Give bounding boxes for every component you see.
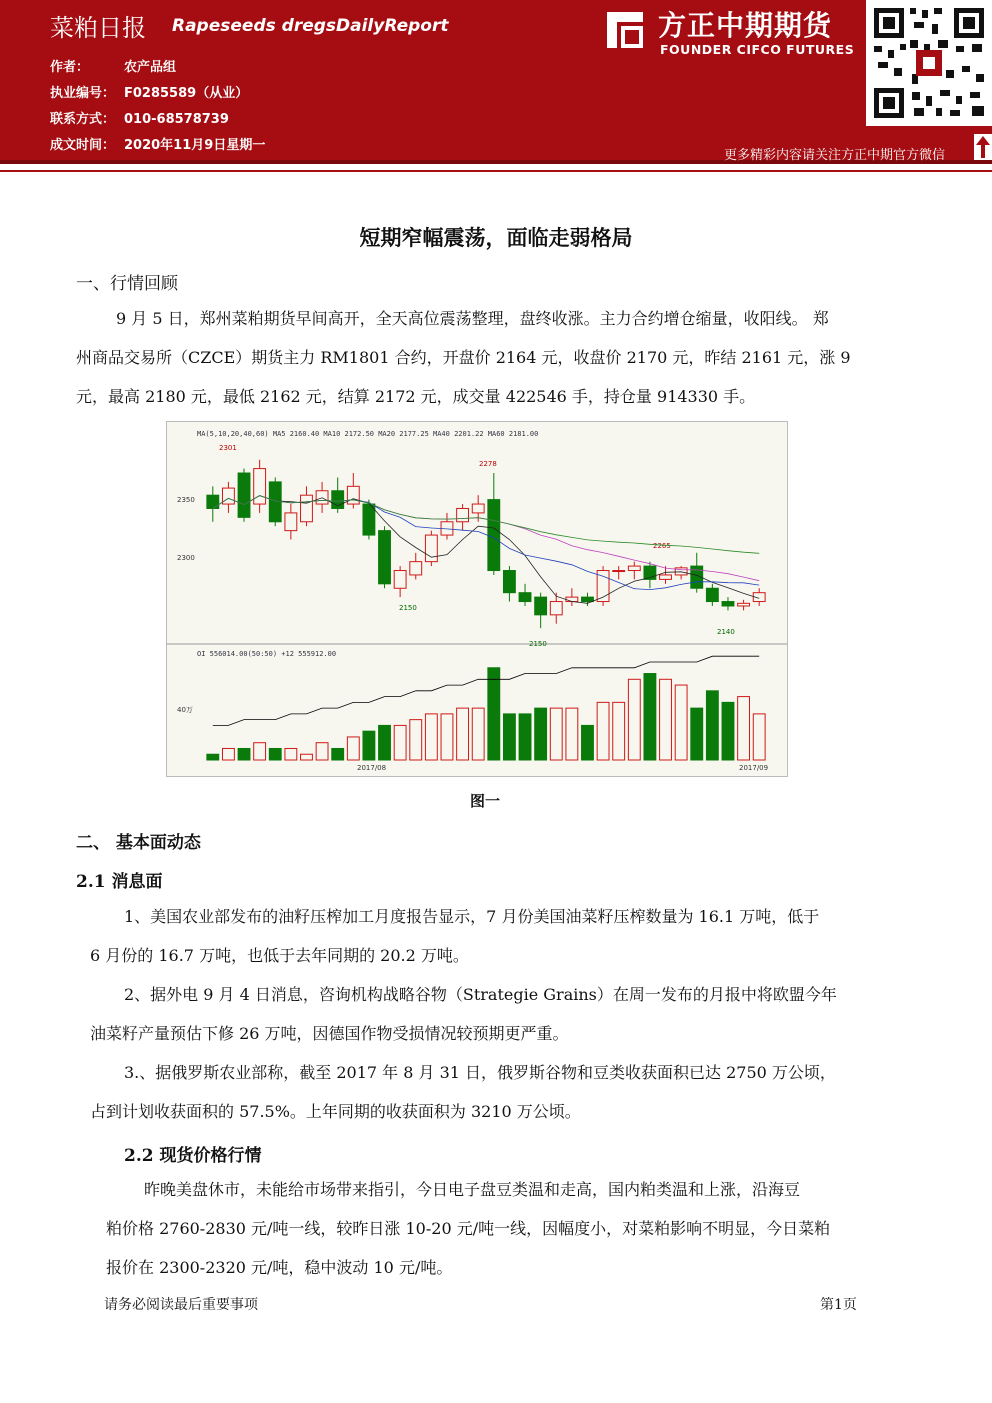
section-1-paragraph (76, 299, 916, 416)
volume-bar (566, 708, 578, 760)
volume-bar (457, 708, 469, 760)
candle-body (457, 508, 469, 521)
x-tick-label: 2017/08 (357, 764, 387, 772)
report-headline: 短期窄幅震荡，面临走弱格局 (359, 226, 633, 250)
volume-bar (379, 725, 391, 760)
volume-bar (332, 748, 344, 760)
volume-bar (472, 708, 484, 760)
volume-bar (706, 691, 718, 760)
volume-bar (285, 748, 297, 760)
contact-value: 010-68578739 (124, 112, 229, 127)
paragraph-line: 报价在 2300-2320 元/吨，稳中波动 10 元/吨。 (106, 1258, 453, 1277)
figure-caption: 图一 (470, 792, 501, 810)
candle-body (285, 513, 297, 531)
volume-tick-label: 40万 (177, 706, 193, 714)
candle-body (613, 571, 625, 572)
price-label: 2150 (529, 640, 547, 648)
price-label: 2150 (399, 604, 417, 612)
y-tick-label: 2300 (177, 554, 195, 562)
volume-bar (691, 708, 703, 760)
license-value: F0285589（从业） (124, 86, 249, 101)
volume-bar (613, 702, 625, 760)
volume-bar (535, 708, 547, 760)
author-label: 作者： (50, 60, 90, 75)
ma-legend: MA(5,10,20,40,60) MA5 2160.40 MA10 2172.50 MA20 2177.25 MA40 2201.22 MA60 2181.00 (197, 430, 539, 438)
license-label: 执业编号： (50, 86, 116, 101)
price-label: 2278 (479, 460, 497, 468)
candle-body (425, 535, 437, 562)
date-label: 成文时间： (50, 138, 116, 153)
candle-body (503, 571, 515, 593)
author-value: 农产品组 (124, 60, 177, 75)
candle-body (550, 602, 562, 615)
candle-body (394, 571, 406, 589)
volume-bar (347, 737, 359, 760)
volume-bar (738, 697, 750, 760)
volume-bar (519, 714, 531, 760)
paragraph-line: 油菜籽产量预估下修 26 万吨，因德国作物受损情况较预期更严重。 (90, 1024, 569, 1043)
paragraph-line: 1、美国农业部发布的油籽压榨加工月度报告显示，7 月份美国油菜籽压榨数量为 16.1 万吨，低于 (124, 907, 820, 926)
paragraph-line: 9 月 5 日，郑州菜粕期货早间高开，全天高位震荡整理，盘终收涨。主力合约增仓缩量，收阳线。 郑 (116, 309, 829, 328)
section-2-title: 二、 基本面动态 (76, 833, 201, 853)
paragraph-line: 6 月份的 16.7 万吨，也低于去年同期的 20.2 万吨。 (90, 946, 469, 965)
brand-name-cn: 方正中期期货 (658, 9, 833, 42)
candle-body (628, 566, 640, 570)
candle-body (410, 562, 422, 575)
volume-bar (441, 714, 453, 760)
license-row (50, 82, 248, 101)
news-item-1 (90, 897, 920, 975)
up-arrow-icon (974, 134, 992, 160)
follow-wechat-text: 更多精彩内容请关注方正中期官方微信 (724, 148, 946, 163)
candlestick-chart (166, 421, 788, 777)
section-1-title: 一、行情回顾 (76, 274, 178, 294)
paragraph-line: 昨晚美盘休市，未能给市场带来指引，今日电子盘豆类温和走高，国内粕类温和上涨，沿海豆 (144, 1180, 801, 1199)
candle-body (722, 602, 734, 606)
volume-bar (316, 743, 328, 760)
page-number: 第1页 (820, 1297, 857, 1313)
paragraph-line: 3.、据俄罗斯农业部称，截至 2017 年 8 月 31 日，俄罗斯谷物和豆类收获面积已达 2750 万公顷， (124, 1063, 836, 1082)
y-tick-label: 2350 (177, 496, 195, 504)
oi-legend: OI 556014.00(50:50) +12 555912.00 (197, 650, 337, 658)
candle-body (301, 495, 313, 522)
candle-body (379, 531, 391, 584)
volume-bar (488, 668, 500, 760)
report-title-cn: 菜粕日报 (50, 14, 146, 42)
candle-body (222, 488, 234, 504)
candle-body (488, 500, 500, 571)
volume-bar (582, 725, 594, 760)
header-divider-thin (0, 170, 992, 172)
subsection-2-1-title: 2.1 消息面 (76, 872, 163, 892)
price-label: 2265 (653, 542, 671, 550)
volume-bar (410, 720, 422, 760)
price-label: 2301 (219, 444, 237, 452)
qr-code-icon (866, 0, 992, 126)
volume-bar (301, 754, 313, 760)
candle-body (207, 495, 219, 508)
paragraph-line: 占到计划收获面积的 57.5%。上年同期的收获面积为 3210 万公顷。 (90, 1102, 581, 1121)
candle-body (472, 504, 484, 513)
volume-bar (394, 725, 406, 760)
paragraph-line: 元，最高 2180 元，最低 2162 元，结算 2172 元，成交量 422546 手，持仓量 914330 手。 (76, 387, 756, 406)
volume-bar (550, 708, 562, 760)
brand-name-en: FOUNDER CIFCO FUTURES (660, 42, 855, 57)
candle-body (660, 575, 672, 579)
candle-body (363, 504, 375, 535)
candle-body (238, 473, 250, 517)
volume-bar (722, 702, 734, 760)
news-item-3 (90, 1053, 920, 1131)
news-item-2 (90, 975, 920, 1053)
candle-body (706, 588, 718, 601)
candle-body (535, 597, 547, 615)
volume-bar (269, 748, 281, 760)
volume-bar (363, 731, 375, 760)
candle-body (519, 593, 531, 602)
volume-bar (222, 748, 234, 760)
paragraph-line: 2、据外电 9 月 4 日消息，咨询机构战略谷物（Strategie Grains）在周一发布的月报中将欧盟今年 (124, 985, 837, 1004)
footer-notice: 请务必阅读最后重要事项 (104, 1297, 258, 1313)
author-row (50, 56, 176, 75)
candle-body (347, 486, 359, 504)
paragraph-line: 粕价格 2760-2830 元/吨一线，较昨日涨 10-20 元/吨一线，因幅度小，对菜粕影响不明显，今日菜粕 (106, 1219, 831, 1238)
date-row (50, 134, 265, 153)
x-tick-label: 2017/09 (739, 764, 769, 772)
volume-bar (628, 679, 640, 760)
volume-bar (660, 679, 672, 760)
brand-logo-icon (603, 8, 647, 52)
volume-bar (753, 714, 765, 760)
candle-body (269, 482, 281, 522)
volume-bar (207, 754, 219, 760)
volume-bar (644, 674, 656, 760)
contact-label: 联系方式： (50, 112, 116, 127)
contact-row (50, 108, 229, 127)
volume-bar (254, 743, 266, 760)
volume-bar (425, 714, 437, 760)
price-label: 2140 (717, 628, 735, 636)
candle-body (254, 469, 266, 504)
report-title-en: Rapeseeds dregsDailyReport (172, 16, 449, 36)
date-value: 2020年11月9日星期一 (124, 138, 266, 153)
volume-bar (503, 714, 515, 760)
volume-bar (597, 702, 609, 760)
candle-body (566, 597, 578, 601)
volume-bar (238, 748, 250, 760)
volume-bar (675, 685, 687, 760)
candle-body (582, 597, 594, 601)
spot-price-paragraph (106, 1170, 920, 1287)
subsection-2-2-title: 2.2 现货价格行情 (124, 1146, 262, 1166)
paragraph-line: 州商品交易所（CZCE）期货主力 RM1801 合约，开盘价 2164 元，收盘价 2170 元，昨结 2161 元，涨 9 (76, 348, 851, 367)
candle-body (738, 603, 750, 606)
